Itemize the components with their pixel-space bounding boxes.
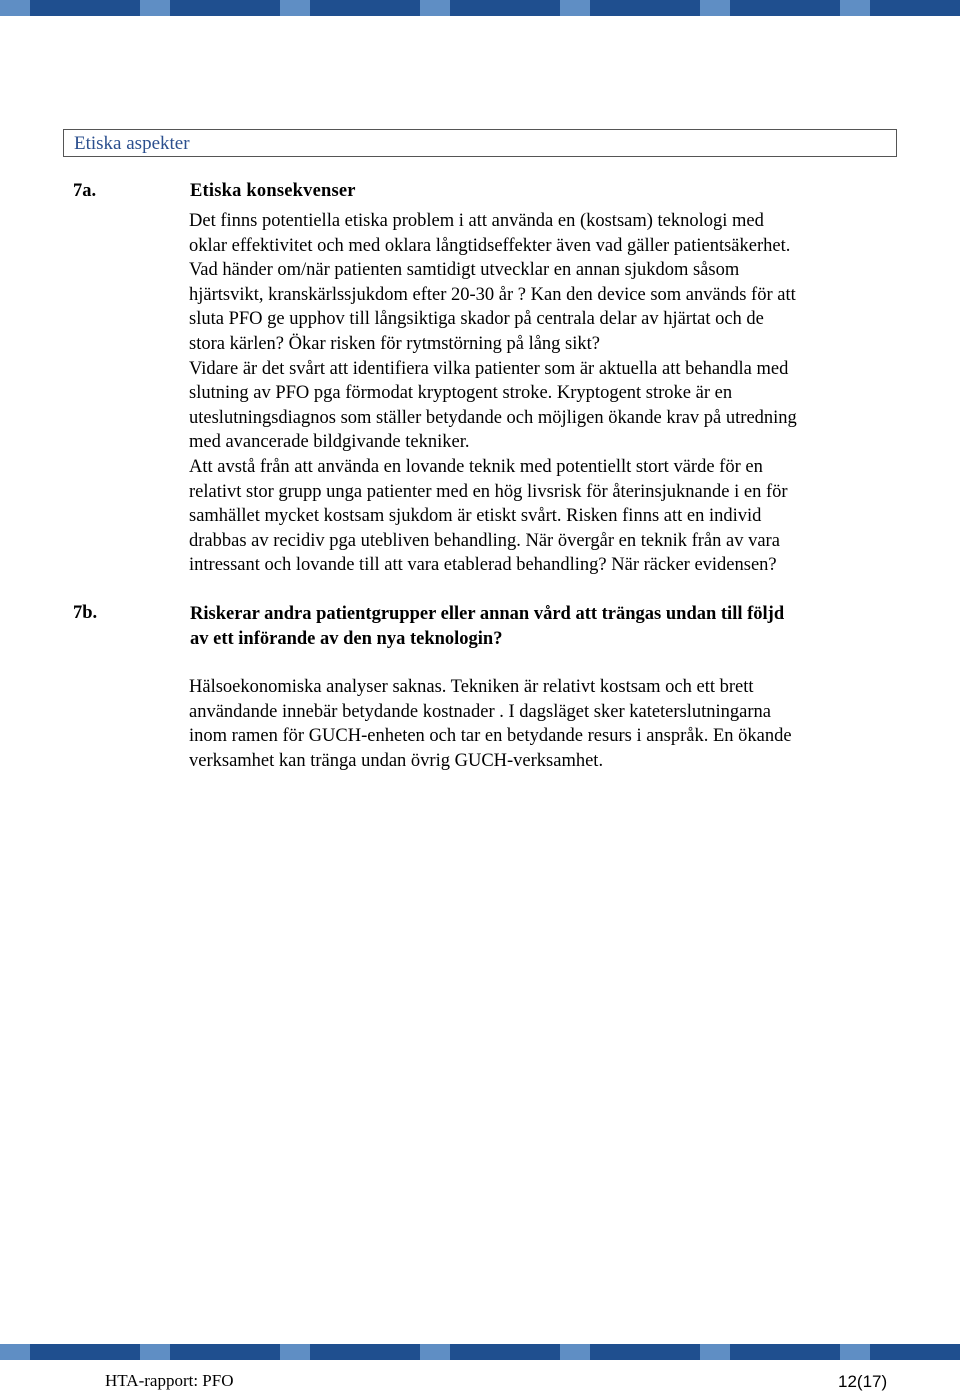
section-title: Etiska aspekter bbox=[74, 133, 190, 154]
section-7a-body-line: med avancerade bildgivande tekniker. bbox=[189, 432, 470, 453]
section-7a-body-line: samhället mycket kostsam sjukdom är etiskt svårt. Risken finns att en individ bbox=[189, 506, 762, 527]
section-7b-heading bbox=[190, 602, 784, 651]
band-segment bbox=[0, 1344, 30, 1360]
section-7a-body-line: Att avstå från att använda en lovande teknik med potentiellt stort värde för en bbox=[189, 456, 763, 477]
section-7a-body-line: Vidare är det svårt att identifiera vilka patienter som är aktuella att behandla med bbox=[189, 358, 789, 379]
section-7a-body-line: sluta PFO ge upphov till långsiktiga skador på centrala delar av hjärtat och de bbox=[189, 309, 764, 330]
section-7a-body-line: drabbas av recidiv pga utebliven behandling. När övergår en teknik från av vara bbox=[189, 530, 780, 551]
section-7a-body-line: hjärtsvikt, kranskärlssjukdom efter 20-30 år ? Kan den device som används för att bbox=[189, 284, 796, 305]
section-title-box bbox=[63, 129, 897, 157]
band-segment bbox=[590, 1344, 700, 1360]
band-segment bbox=[700, 1344, 730, 1360]
band-segment bbox=[590, 0, 700, 16]
band-segment bbox=[140, 1344, 170, 1360]
section-7a-body-line: Vad händer om/när patienten samtidigt utvecklar en annan sjukdom såsom bbox=[189, 260, 740, 281]
section-7a-body-line: oklar effektivitet och med oklara långtidseffekter även vad gäller patientsäkerhet. bbox=[189, 235, 791, 256]
section-7b-heading-line: Riskerar andra patientgrupper eller annan vård att trängas undan till följd bbox=[190, 604, 785, 624]
band-segment bbox=[840, 1344, 870, 1360]
footer-page-number: 12(17) bbox=[838, 1372, 888, 1391]
section-7a-body-line: Det finns potentiella etiska problem i att använda en (kostsam) teknologi med bbox=[189, 211, 764, 231]
section-7a-heading: Etiska konsekvenser bbox=[190, 181, 356, 201]
section-7b-body bbox=[189, 675, 901, 773]
band-segment bbox=[840, 0, 870, 16]
section-7b-body-line: verksamhet kan tränga undan övrig GUCH-verksamhet. bbox=[189, 750, 604, 771]
band-segment bbox=[700, 0, 730, 16]
band-segment bbox=[450, 0, 560, 16]
section-7a-body-line: slutning av PFO pga förmodat kryptogent stroke. Kryptogent stroke är en bbox=[189, 383, 733, 404]
band-segment bbox=[310, 0, 420, 16]
bottom-decorative-band bbox=[0, 1344, 960, 1360]
footer-report-title: HTA-rapport: PFO bbox=[105, 1371, 234, 1390]
band-segment bbox=[420, 1344, 450, 1360]
section-7b-body-line: inom ramen för GUCH-enheten och tar en betydande resurs i anspråk. En ökande bbox=[189, 726, 792, 747]
band-segment bbox=[870, 0, 960, 16]
section-7b-body-line: användande innebär betydande kostnader . I dagsläget sker kateterslutningarna bbox=[189, 701, 772, 722]
section-7b-heading-line: av ett införande av den nya teknologin? bbox=[190, 628, 503, 649]
band-segment bbox=[140, 0, 170, 16]
band-segment bbox=[280, 1344, 310, 1360]
section-7a-body-line: uteslutningsdiagnos som ställer betydande och möjligen ökande krav på utredning bbox=[189, 407, 797, 428]
band-segment bbox=[870, 1344, 960, 1360]
section-7a-body-line: stora kärlen? Ökar risken för rytmstörning på lång sikt? bbox=[189, 333, 600, 354]
section-7a-body bbox=[189, 209, 901, 578]
band-segment bbox=[30, 1344, 140, 1360]
section-7a-body-line: intressant och lovande till att vara etablerad behandling? När räcker evidensen? bbox=[189, 555, 777, 576]
band-segment bbox=[730, 0, 840, 16]
band-segment bbox=[730, 1344, 840, 1360]
top-decorative-band bbox=[0, 0, 960, 16]
band-segment bbox=[420, 0, 450, 16]
band-segment bbox=[170, 1344, 280, 1360]
section-7b-number: 7b. bbox=[73, 603, 98, 623]
section-7b-body-line: Hälsoekonomiska analyser saknas. Tekniken är relativt kostsam och ett brett bbox=[189, 677, 754, 697]
section-7a-number: 7a. bbox=[73, 181, 97, 201]
band-segment bbox=[170, 0, 280, 16]
band-segment bbox=[280, 0, 310, 16]
section-7a-body-line: relativt stor grupp unga patienter med en hög livsrisk för återinsjuknande i en för bbox=[189, 481, 788, 502]
band-segment bbox=[30, 0, 140, 16]
band-segment bbox=[310, 1344, 420, 1360]
band-segment bbox=[560, 0, 590, 16]
band-segment bbox=[450, 1344, 560, 1360]
band-segment bbox=[0, 0, 30, 16]
band-segment bbox=[560, 1344, 590, 1360]
